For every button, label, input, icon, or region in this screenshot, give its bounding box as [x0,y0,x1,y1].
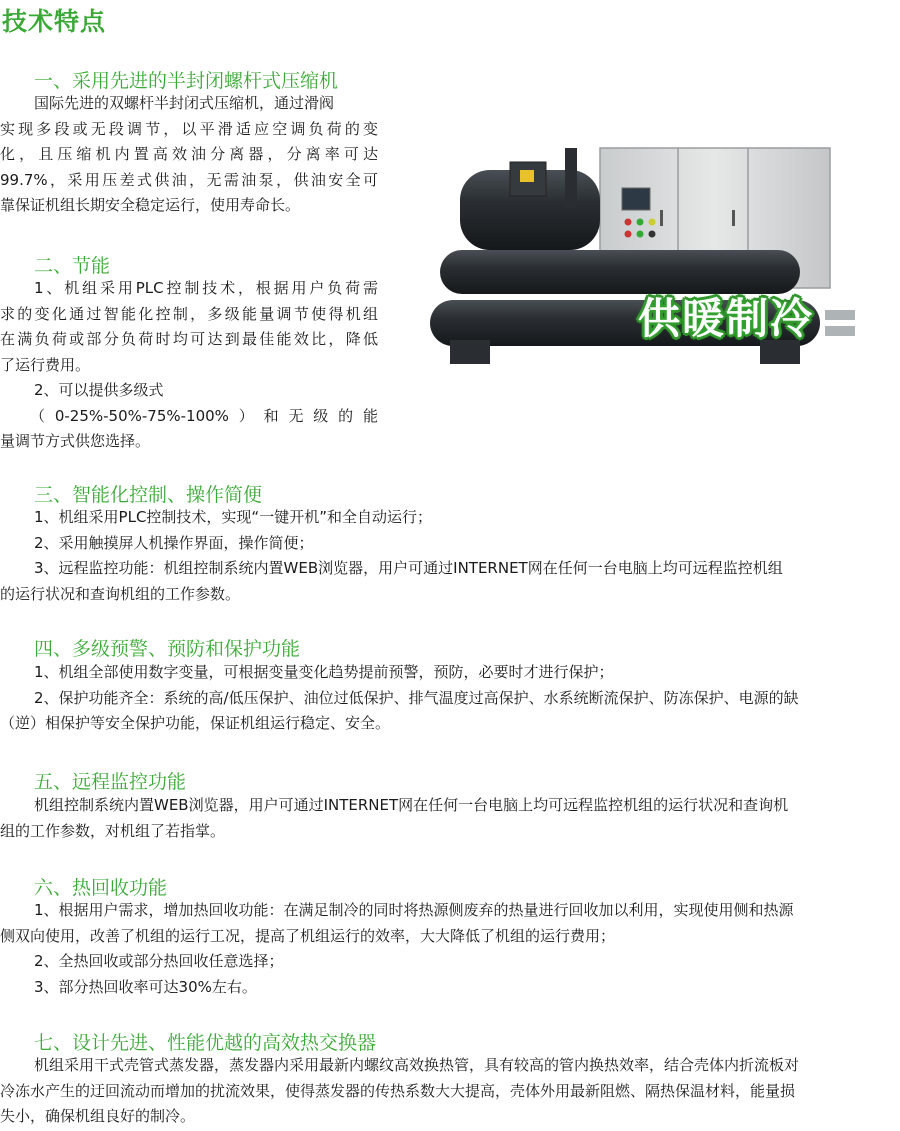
text-line: 国际先进的双螺杆半封闭式压缩机，通过滑阀 [34,94,335,112]
section-4-body [0,660,898,737]
text-line: 侧双向使用，改善了机组的运行工况，提高了机组运行的效率，大大降低了机组的运行费用； [0,926,616,945]
section-4-heading: 四、多级预警、预防和保护功能 [34,638,301,660]
text-line: 化，且压缩机内置高效油分离器，分离率可达 [0,145,378,163]
text-line: （0-25%-50%-75%-100%）和无级的能 [30,406,378,425]
section-6-heading: 六、热回收功能 [34,877,168,899]
section-2-heading: 二、节能 [34,255,111,277]
text-line: 冷冻水产生的迂回流动而增加的扰流效果，使得蒸发器的传热系数大大提高，壳体外用最新阻燃、隔热保温材料，能量损 [0,1081,796,1100]
text-line: 2、保护功能齐全：系统的高/低压保护、油位过低保护、排气温度过高保护、水系统断流保护、防冻保护、电源的缺 [34,688,799,707]
section-1-body [0,91,378,219]
text-line: 量调节方式供您选择。 [0,432,151,450]
text-line: 3、远程监控功能：机组控制系统内置WEB浏览器，用户可通过INTERNET网在任何一台电脑上均可远程监控机组 [34,559,783,577]
text-line: 在满负荷或部分负荷时均可达到最佳能效比，降低 [0,330,378,348]
text-line: 机组采用干式壳管式蒸发器，蒸发器内采用最新内螺纹高效换热管，具有较高的管内换热效率，结合壳体内折流板对 [34,1056,800,1074]
section-5-heading: 五、远程监控功能 [34,771,187,793]
text-line: 实现多段或无段调节，以平滑适应空调负荷的变 [0,119,378,138]
section-2-body [0,276,378,455]
text-line: 机组控制系统内置WEB浏览器，用户可通过INTERNET网在任何一台电脑上均可远程监控机组的运行状况和查询机 [34,796,789,814]
section-7-body [0,1053,898,1130]
text-line: 1、机组全部使用数字变量，可根据变量变化趋势提前预警，预防，必要时才进行保护； [34,663,614,681]
page-title: 技术特点 [2,7,107,36]
section-7-heading: 七、设计先进、性能优越的高效热交换器 [34,1032,377,1054]
text-line: 求的变化通过智能化控制，多级能量调节使得机组 [0,304,378,323]
text-line: 2、采用触摸屏人机操作界面，操作简便； [34,533,314,552]
text-line: 1、机组采用PLC控制技术，实现“一键开机”和全自动运行； [34,508,432,526]
section-6-body [0,898,898,1000]
text-line: 1、根据用户需求，增加热回收功能：在满足制冷的同时将热源侧废弃的热量进行回收加以利用，实现使用侧和热源 [34,901,794,919]
text-line: 的运行状况和查询机组的工作参数。 [0,584,241,603]
section-3-heading: 三、智能化控制、操作简便 [34,484,263,506]
product-image-caption: 供暖制冷 [638,294,815,343]
text-line: （逆）相保护等安全保护功能，保证机组运行稳定、安全。 [0,714,391,732]
text-line: 2、全热回收或部分热回收任意选择； [34,952,284,970]
text-line: 2、可以提供多级式 [34,381,164,399]
text-line: 99.7%，采用压差式供油，无需油泵，供油安全可 [0,170,378,189]
text-line: 组的工作参数，对机组了若指掌。 [0,821,226,840]
section-3-body [0,505,898,607]
section-1-heading: 一、采用先进的半封闭螺杆式压缩机 [34,70,339,92]
text-line: 3、部分热回收率可达30%左右。 [34,977,257,996]
text-line: 靠保证机组长期安全稳定运行，使用寿命长。 [0,196,301,214]
text-line: 1、机组采用PLC控制技术，根据用户负荷需 [34,279,378,297]
text-line: 了运行费用。 [0,355,91,374]
text-line: 失小，确保机组良好的制冷。 [0,1107,196,1125]
section-5-body [0,793,898,844]
